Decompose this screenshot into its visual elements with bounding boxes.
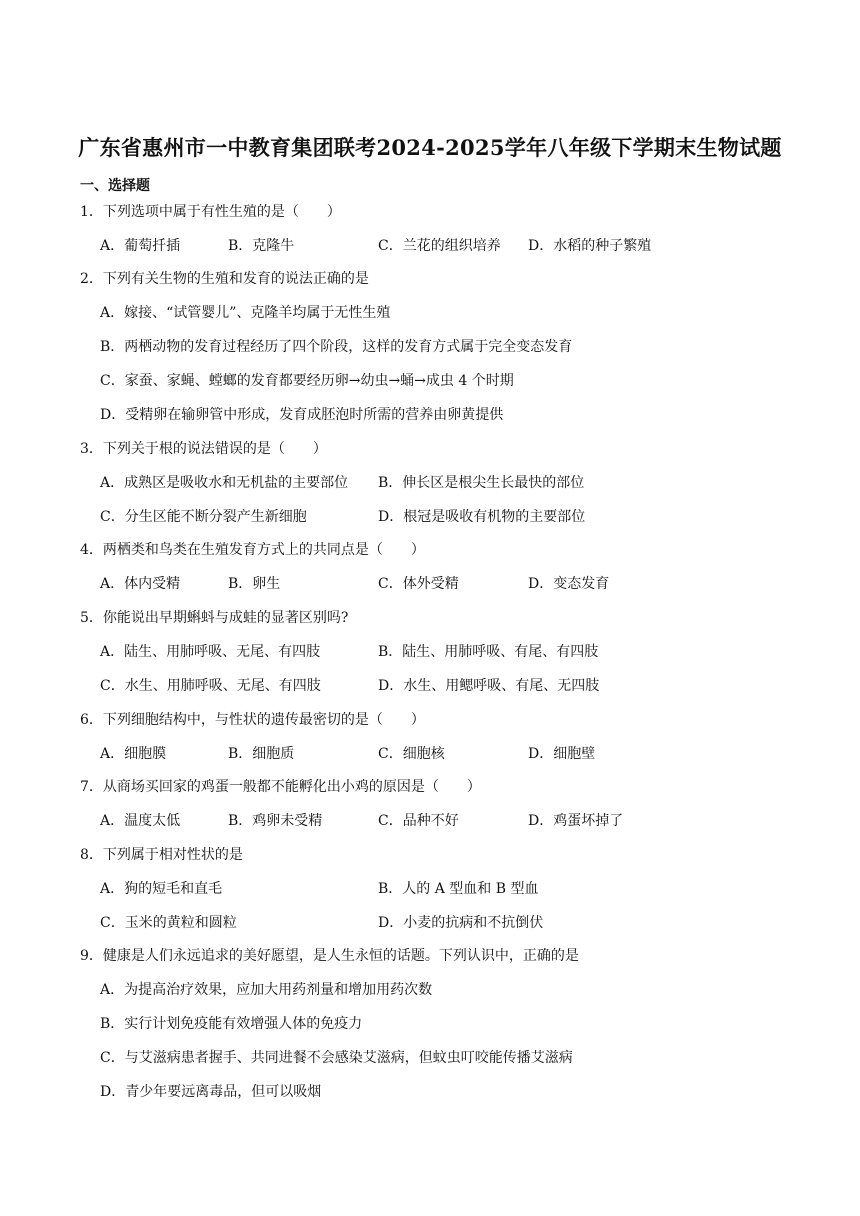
section-heading: 一、选择题 <box>80 178 150 194</box>
q5-option-a: A．陆生、用肺呼吸、无尾、有四肢 <box>100 644 321 660</box>
q5-option-b: B．陆生、用肺呼吸、有尾、有四肢 <box>378 644 599 660</box>
q1-option-b: B．克隆牛 <box>228 238 295 254</box>
q8-option-d: D．小麦的抗病和不抗倒伏 <box>378 915 544 931</box>
question-1: 1．下列选项中属于有性生殖的是（ ） <box>80 204 341 220</box>
q5-option-d: D．水生、用鳃呼吸、有尾、无四肢 <box>378 678 600 694</box>
q6-option-b: B．细胞质 <box>228 746 295 762</box>
q8-option-b: B．人的 A 型血和 B 型血 <box>378 881 539 897</box>
q2-option-a: A．嫁接、“试管婴儿”、克隆羊均属于无性生殖 <box>100 305 391 321</box>
q4-option-a: A．体内受精 <box>100 576 181 592</box>
q2-option-b: B．两栖动物的发育过程经历了四个阶段，这样的发育方式属于完全变态发育 <box>100 339 573 355</box>
q4-option-b: B．卵生 <box>228 576 281 592</box>
question-9: 9．健康是人们永远追求的美好愿望，是人生永恒的话题。下列认识中，正确的是 <box>80 948 579 964</box>
q7-option-b: B．鸡卵未受精 <box>228 813 323 829</box>
q7-option-a: A．温度太低 <box>100 813 181 829</box>
question-3: 3．下列关于根的说法错误的是（ ） <box>80 441 327 457</box>
page-title: 广东省惠州市一中教育集团联考2024-2025学年八年级下学期末生物试题 <box>78 135 782 160</box>
q9-option-d: D．青少年要远离毒品，但可以吸烟 <box>100 1084 322 1100</box>
q1-option-d: D．水稻的种子繁殖 <box>528 238 652 254</box>
q8-option-c: C．玉米的黄粒和圆粒 <box>100 915 237 931</box>
q9-option-b: B．实行计划免疫能有效增强人体的免疫力 <box>100 1016 363 1032</box>
q6-option-c: C．细胞核 <box>378 746 445 762</box>
q9-option-a: A．为提高治疗效果，应加大用药剂量和增加用药次数 <box>100 982 433 998</box>
q5-option-c: C．水生、用肺呼吸、无尾、有四肢 <box>100 678 321 694</box>
q8-option-a: A．狗的短毛和直毛 <box>100 881 223 897</box>
question-5: 5．你能说出早期蝌蚪与成蛙的显著区别吗? <box>80 610 349 626</box>
question-7: 7．从商场买回家的鸡蛋一般都不能孵化出小鸡的原因是（ ） <box>80 779 481 795</box>
q6-option-a: A．细胞膜 <box>100 746 167 762</box>
q7-option-c: C．品种不好 <box>378 813 459 829</box>
q3-option-a: A．成熟区是吸收水和无机盐的主要部位 <box>100 475 349 491</box>
q2-option-c: C．家蚕、家蝇、螳螂的发育都要经历卵→幼虫→蛹→成虫 4 个时期 <box>100 373 514 389</box>
q6-option-d: D．细胞壁 <box>528 746 596 762</box>
q3-option-d: D．根冠是吸收有机物的主要部位 <box>378 509 586 525</box>
q2-option-d: D．受精卵在输卵管中形成，发育成胚泡时所需的营养由卵黄提供 <box>100 407 504 423</box>
q3-option-b: B．伸长区是根尖生长最快的部位 <box>378 475 585 491</box>
question-6: 6．下列细胞结构中，与性状的遗传最密切的是（ ） <box>80 712 425 728</box>
question-8: 8．下列属于相对性状的是 <box>80 847 243 863</box>
q4-option-d: D．变态发育 <box>528 576 610 592</box>
question-4: 4．两栖类和鸟类在生殖发育方式上的共同点是（ ） <box>80 542 425 558</box>
question-2: 2．下列有关生物的生殖和发育的说法正确的是 <box>80 271 369 287</box>
q3-option-c: C．分生区能不断分裂产生新细胞 <box>100 509 307 525</box>
q1-option-a: A．葡萄扦插 <box>100 238 181 254</box>
q9-option-c: C．与艾滋病患者握手、共同进餐不会感染艾滋病，但蚊虫叮咬能传播艾滋病 <box>100 1050 573 1066</box>
q7-option-d: D．鸡蛋坏掉了 <box>528 813 624 829</box>
q1-option-c: C．兰花的组织培养 <box>378 238 501 254</box>
q4-option-c: C．体外受精 <box>378 576 459 592</box>
